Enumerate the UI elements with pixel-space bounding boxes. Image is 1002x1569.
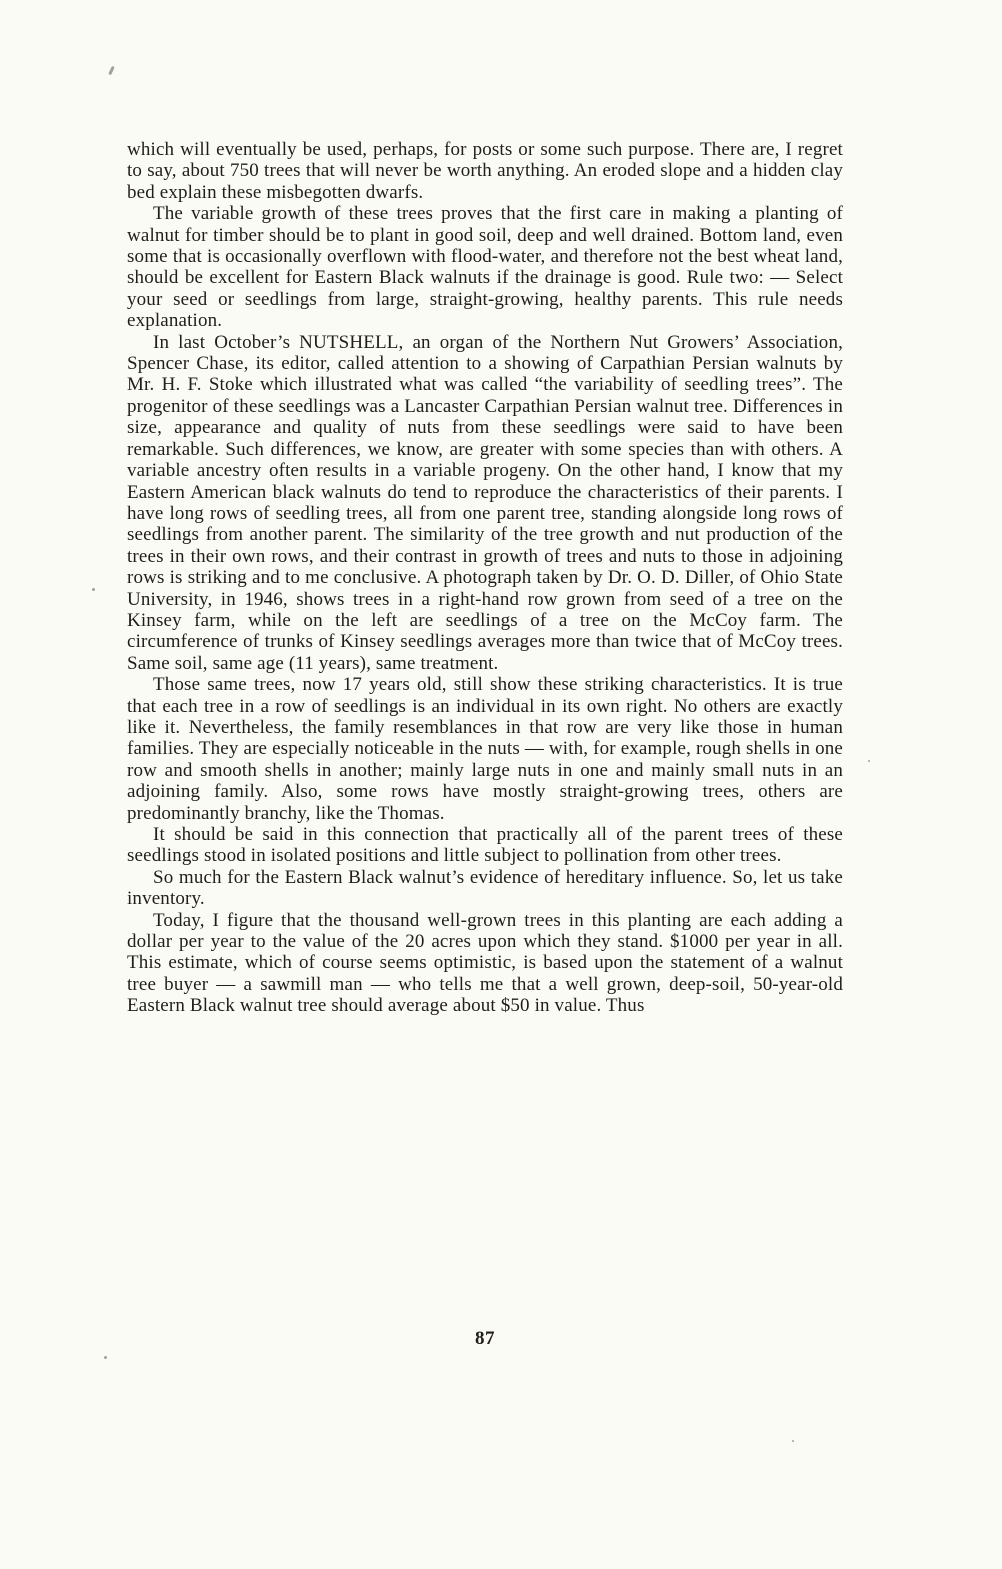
page-text-block [127,139,843,1017]
paragraph: It should be said in this connection that practically all of the parent trees of these seedlings stood in isolated positions and little subject to pollination from other trees. [127,824,843,867]
scan-speck [104,1356,107,1359]
paragraph: In last October’s NUTSHELL, an organ of the Northern Nut Growers’ Association, Spencer Chase, its editor, called attention to a showing of Carpathian Persian walnuts by Mr. H. F. Stoke which illustrated what was called “the variability of seedling trees”. The progenitor of these seedlings was a Lancaster Carpathian Persian walnut tree. Differences in size, appearance and quality of nuts from these seedlings were said to have been remarkable. Such differences, we know, are greater with some species than with others. A variable ancestry often results in a variable progeny. On the other hand, I know that my Eastern American black walnuts do tend to reproduce the characteristics of their parents. I have long rows of seedling trees, all from one parent tree, standing alongside long rows of seedlings from another parent. The similarity of the tree growth and nut production of the trees in their own rows, and their contrast in growth of trees and nuts to those in adjoining rows is striking and to me conclusive. A photograph taken by Dr. O. D. Diller, of Ohio State University, in 1946, shows trees in a right-hand row grown from seed of a tree on the Kinsey farm, while on the left are seedlings of a tree on the McCoy farm. The circumference of trunks of Kinsey seedlings averages more than twice that of McCoy trees. Same soil, same age (11 years), same treatment. [127,331,843,674]
paragraph: Today, I figure that the thousand well-grown trees in this planting are each adding a dollar per year to the value of the 20 acres upon which they stand. $1000 per year in all. This estimate, which of course seems optimistic, is based upon the statement of a walnut tree buyer — a sawmill man — who tells me that a well grown, deep-soil, 50-year-old Eastern Black walnut tree should average about $50 in value. Thus [127,909,843,1017]
paragraph: So much for the Eastern Black walnut’s evidence of hereditary influence. So, let us take inventory. [127,866,843,910]
page-number: 87 [475,1328,495,1349]
scan-speck [108,66,115,75]
scan-speck [92,588,95,591]
scan-speck [868,760,870,762]
scan-speck [792,1440,794,1442]
paragraph: The variable growth of these trees proves that the first care in making a planting of walnut for timber should be to plant in good soil, deep and well drained. Bottom land, even some that is occasionally overflown with flood-water, and therefore not the best wheat land, should be excellent for Eastern Black walnuts if the drainage is good. Rule two: — Select your seed or seedlings from large, straight-growing, healthy parents. This rule needs explanation. [127,203,843,332]
paragraph: which will eventually be used, perhaps, for posts or some such purpose. There are, I regret to say, about 750 trees that will never be worth anything. An eroded slope and a hidden clay bed explain these misbegotten dwarfs. [127,139,843,203]
paragraph: Those same trees, now 17 years old, still show these striking characteristics. It is true that each tree in a row of seedlings is an individual in its own right. No others are exactly like it. Nevertheless, the family resemblances in that row are very like those in human families. They are especially noticeable in the nuts — with, for example, rough shells in one row and smooth shells in another; mainly large nuts in one and mainly small nuts in an adjoining family. Also, some rows have mostly straight-growing trees, others are predominantly branchy, like the Thomas. [127,674,843,824]
